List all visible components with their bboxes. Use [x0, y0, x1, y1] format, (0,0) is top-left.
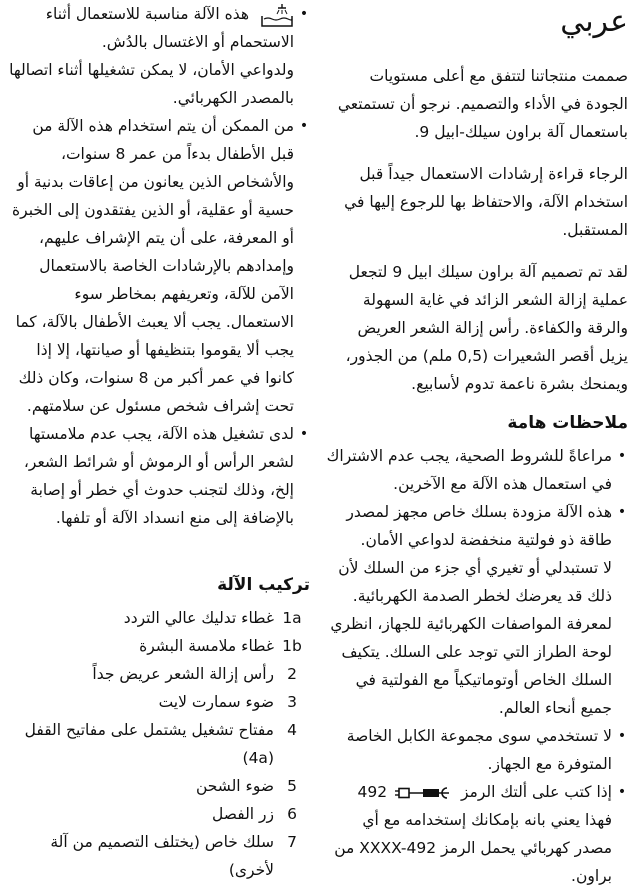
list-item	[5, 772, 310, 800]
list-item	[326, 778, 628, 890]
shower-bath-icon	[260, 2, 294, 28]
bullet-icon: •	[617, 784, 627, 800]
list-item	[5, 800, 310, 828]
left-column	[5, 0, 310, 884]
list-item	[326, 722, 628, 778]
list-item	[5, 632, 310, 660]
list-item	[5, 660, 310, 688]
plug-cord-symbol-icon	[395, 785, 453, 801]
part-number: 7	[287, 833, 297, 851]
list-item	[5, 716, 310, 772]
bullet-icon: •	[299, 6, 309, 22]
note-hair-contact: لدى تشغيل هذه الآلة، يجب عدم ملامستها لشعر الرأس أو الرموش أو شرائط الشعر، إلخ، وذلك لتجنب حدوث أي خطر أو إصابة بالإضافة إلى منع انسداد الآلة أو تلفها.	[23, 425, 294, 527]
part-label: غطاء ملامسة البشرة	[139, 637, 274, 655]
part-label: سلك خاص (يختلف التصميم من آلة لأخرى)	[50, 833, 274, 879]
list-item	[326, 498, 628, 722]
list-item	[5, 828, 310, 884]
part-label: ضوء سمارت لايت	[158, 693, 274, 711]
intro-paragraph-1: صممت منتجاتنا لتتفق مع أعلى مستويات الجودة في الأداء والتصميم. نرجو أن تستمتعي باستعمال آلة براون سيلك-ابيل 9.	[337, 67, 628, 141]
intro-paragraph-2: الرجاء قراءة إرشادات الاستعمال جيداً قبل استخدام الآلة، والاحتفاظ بها للرجوع إليها في المستقبل.	[344, 165, 628, 239]
note-children: من الممكن أن يتم استخدام هذه الآلة من قبل الأطفال بدءاً من عمر 8 سنوات، والأشخاص الذين يعانون من إعاقات بدنية أو حسية أو عقلية، أو الذين يفتقدون إلى الخبرة أو المعرفة، على أن يتم الإشراف عليهم، وإمدادهم بالإرشادات الخاصة بالاستعمال الآمن للآلة، وتعريفهم بمخاطر سوء الاستعمال. يجب ألا يعبث الأطفال بالآلة، كما يجب ألا يقوموا بتنظيفها أو صيانتها، إلا إذا كانوا في عمر أكبر من 8 سنوات، وكان ذلك تحت إشراف شخص مسئول عن سلامتهم.	[12, 117, 294, 415]
part-number: 3	[287, 693, 297, 711]
important-notes-list	[326, 442, 628, 890]
part-label: رأس إزالة الشعر عريض جداً	[92, 665, 274, 683]
note-shower-safety: ولدواعي الأمان، لا يمكن تشغيلها أثناء اتصالها بالمصدر الكهربائي.	[9, 61, 294, 107]
list-item	[326, 442, 628, 498]
bullet-icon: •	[299, 426, 309, 442]
note-special-cord-continued: لا تستبدلي أو تغيري أي جزء من السلك لأن ذلك قد يعرضك لخطر الصدمة الكهربائية. لمعرفة المواصفات الكهربائية للجهاز، انظري لوحة الطراز التي توجد على السلك. يتكيف السلك الخاص أوتوماتيكياً مع الفولتية في جميع أنحاء العالم.	[330, 559, 612, 717]
bullet-icon: •	[299, 118, 309, 134]
bullet-icon: •	[617, 728, 627, 744]
note-symbol-text-a: إذا كتب على ألتك الرمز	[460, 783, 612, 801]
note-symbol-492	[326, 778, 612, 890]
part-number: 6	[287, 805, 297, 823]
note-shower-use	[5, 0, 294, 56]
language-title: عربي	[560, 4, 628, 39]
part-label: زر الفصل	[212, 805, 274, 823]
right-column	[326, 0, 628, 890]
part-label: ضوء الشحن	[195, 777, 274, 795]
assembly-heading: تركيب الآلة	[217, 575, 310, 595]
list-item	[5, 0, 310, 112]
assembly-section	[5, 570, 310, 884]
note-special-cord: هذه الآلة مزودة بسلك خاص مجهز لمصدر طاقة ذو فولتية منخفضة لدواعي الأمان.	[346, 503, 612, 549]
part-number: 5	[287, 777, 297, 795]
list-item	[5, 688, 310, 716]
list-item	[5, 604, 310, 632]
part-label: مفتاح تشغيل يشتمل على مفاتيح القفل (4a)	[24, 721, 274, 767]
parts-list	[5, 604, 310, 884]
bullet-icon: •	[617, 448, 627, 464]
notes-heading: ملاحظات هامة	[507, 413, 628, 433]
note-hygiene: مراعاةً للشروط الصحية، يجب عدم الاشتراك في استعمال هذه الآلة مع الآخرين.	[326, 447, 612, 493]
intro-paragraph-3: لقد تم تصميم آلة براون سيلك ابيل 9 لتجعل عملية إزالة الشعر الزائد في غاية السهولة والرقة والكفاءة. رأس إزالة الشعر العريض يزيل أقصر الشعيرات (0,5 ملم) من الجذور، ويمنحك بشرة ناعمة تدوم لأسابيع.	[345, 263, 628, 393]
list-item	[5, 112, 310, 420]
part-number: 4	[287, 721, 297, 739]
bullet-icon: •	[617, 504, 627, 520]
note-cable-set: لا تستخدمي سوى مجموعة الكابل الخاصة المتوفرة مع الجهاز.	[346, 727, 612, 773]
note-shower-text: هذه الآلة مناسبة للاستعمال أثناء الاستحمام أو الاغتسال بالدُش.	[45, 5, 294, 51]
part-number: 1a	[282, 609, 302, 627]
note-symbol-text-b: 492 فهذا يعني بانه بإمكانك إستخدامه مع أي مصدر كهربائي يحمل الرمز XXXX-492 من براون.	[334, 783, 612, 885]
safety-notes-list	[5, 0, 310, 532]
part-number: 1b	[282, 637, 302, 655]
part-number: 2	[287, 665, 297, 683]
list-item	[5, 420, 310, 532]
part-label: غطاء تدليك عالي التردد	[123, 609, 274, 627]
